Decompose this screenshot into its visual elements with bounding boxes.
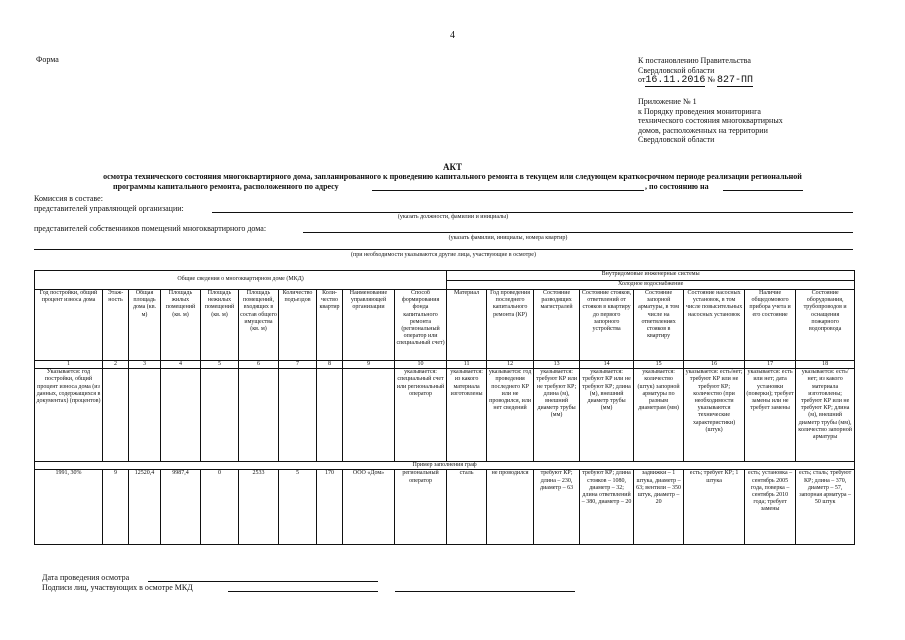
column-number: 15 xyxy=(634,361,684,369)
others-hint: (при необходимости указываются другие лица, участвующие в осмотре) xyxy=(351,252,536,258)
commission-label: Комиссия в составе: xyxy=(34,194,103,203)
column-header: Площадь жилых помещений (кв. м) xyxy=(161,290,201,361)
act-subtitle-line1: осмотра технического состояния многоквартирного дома, запланированного к проведению капитального ремонта в текущем или следующем краткосрочном периоде реализации региональной xyxy=(103,172,802,181)
appendix-line: Свердловской области xyxy=(638,135,715,145)
act-title: АКТ xyxy=(442,162,463,172)
description-cell: указывается: количество (штук) запорной арматуры по разным диаметрам (мм) xyxy=(634,369,684,462)
column-number: 14 xyxy=(580,361,634,369)
description-cell: указывается: есть/нет; требуют КР или не требуют КР; количество (при необходимости указываются технические характеристики) (штук) xyxy=(684,369,745,462)
group-systems-header: Внутридомовые инженерные системы xyxy=(447,271,855,281)
description-cell: Указывается: год постройки, общий процент износа дома (из данных, содержащихся в документах) (процентов) xyxy=(35,369,103,462)
column-number: 1 xyxy=(35,361,103,369)
appendix-block xyxy=(638,97,783,145)
example-cell: не проводился xyxy=(487,470,534,545)
example-cell: 12520,4 xyxy=(129,470,161,545)
resolution-date-row xyxy=(638,75,753,87)
column-header: Наличие общедомового прибора учета и его состояние xyxy=(745,290,796,361)
appendix-line: технического состояния многоквартирных xyxy=(638,116,783,126)
description-cell xyxy=(343,369,395,462)
example-cell: есть; сталь; требуют КР; длина – 370, диаметр – 57, запорная арматура – 50 штук xyxy=(796,470,855,545)
description-cell xyxy=(279,369,317,462)
column-header: Материал xyxy=(447,290,487,361)
owners-blank xyxy=(303,232,853,233)
group-water-header: Холодное водоснабжение xyxy=(447,281,855,290)
appendix-title: Приложение № 1 xyxy=(638,97,697,106)
example-cell: требуют КР; длина – 230, диаметр – 63 xyxy=(534,470,580,545)
column-number: 9 xyxy=(343,361,395,369)
resolution-line1: К постановлению Правительства xyxy=(638,56,751,65)
column-number: 11 xyxy=(447,361,487,369)
example-cell: 170 xyxy=(317,470,343,545)
address-blank xyxy=(372,190,644,191)
management-label: представителей управляющей организации: xyxy=(34,204,184,213)
management-blank xyxy=(212,212,853,213)
signature-blank xyxy=(395,591,575,592)
example-cell: требуют КР; длина стояков – 1080, диаметр – 32; длина ответвлений – 380, диаметр – 20 xyxy=(580,470,634,545)
number-prefix: № xyxy=(707,75,716,85)
column-header: Площадь нежилых помещений (кв. м) xyxy=(201,290,239,361)
resolution-block xyxy=(638,56,753,87)
example-cell: задвижки – 1 штука, диаметр – 63; вентили – 350 штук, диаметр – 20 xyxy=(634,470,684,545)
column-number: 5 xyxy=(201,361,239,369)
inspection-table xyxy=(34,270,855,545)
column-header: Год проведения последнего капитального ремонта (КР) xyxy=(487,290,534,361)
signature-blank xyxy=(228,591,378,592)
example-cell: есть; требует КР; 1 штука xyxy=(684,470,745,545)
signatures-label: Подписи лиц, участвующих в осмотре МКД xyxy=(42,583,193,592)
example-cell: есть; установка – сентябрь 2005 года, поверка – сентябрь 2010 года; требует замены xyxy=(745,470,796,545)
inspection-date-label: Дата проведения осмотра xyxy=(42,573,130,582)
column-number: 17 xyxy=(745,361,796,369)
example-cell: 5 xyxy=(279,470,317,545)
example-cell: ООО «Дом» xyxy=(343,470,395,545)
description-cell: указывается: есть или нет; дата установки (поверки); требует замены или не требует замены xyxy=(745,369,796,462)
example-label: Пример заполнения граф xyxy=(35,462,855,470)
column-header: Состояние стояков, ответвлений от стояков в квартиру до первого запорного устройства xyxy=(580,290,634,361)
column-header: Состояние насосных установок, в том числе повысительных насосных установок xyxy=(684,290,745,361)
column-number: 7 xyxy=(279,361,317,369)
column-header: Площадь помещений, входящих в состав общего имущества (кв. м) xyxy=(239,290,279,361)
column-header: Количество подъездов xyxy=(279,290,317,361)
appendix-line: к Порядку проведения мониторинга xyxy=(638,106,761,116)
resolution-date: 16.11.2016 xyxy=(645,75,706,87)
example-cell: 9 xyxy=(103,470,129,545)
example-cell: сталь xyxy=(447,470,487,545)
column-number: 3 xyxy=(129,361,161,369)
column-number: 2 xyxy=(103,361,129,369)
description-cell xyxy=(161,369,201,462)
example-cell: 0 xyxy=(201,470,239,545)
form-label: Форма xyxy=(36,55,59,64)
page-number: 4 xyxy=(450,30,455,41)
description-cell: указывается: требуют КР или не требуют КР; длина (м), внешний диаметр трубы (мм) xyxy=(580,369,634,462)
group-general-header: Общие сведения о многоквартирном доме (МКД) xyxy=(35,271,447,290)
resolution-line2: Свердловской области xyxy=(638,65,715,75)
column-number: 10 xyxy=(395,361,447,369)
column-number: 4 xyxy=(161,361,201,369)
appendix-line: домов, расположенных на территории xyxy=(638,125,768,135)
example-cell: 2533 xyxy=(239,470,279,545)
column-header: Год постройки, общий процент износа дома xyxy=(35,290,103,361)
act-subtitle-date-label: , по состоянию на xyxy=(645,182,709,191)
description-cell xyxy=(201,369,239,462)
column-header: Коли-чество квартир xyxy=(317,290,343,361)
column-number: 16 xyxy=(684,361,745,369)
column-header: Наименование управляющей организации xyxy=(343,290,395,361)
column-header: Состояние оборудования, трубопроводов и оснащения пожарного водопровода xyxy=(796,290,855,361)
date-prefix: от xyxy=(638,75,646,85)
date-blank xyxy=(723,190,803,191)
example-cell: региональный оператор xyxy=(395,470,447,545)
column-number: 12 xyxy=(487,361,534,369)
description-cell xyxy=(129,369,161,462)
description-cell: указывается: есть/нет; из какого материала изготовлены; требуют КР или не требуют КР; длина (м), внешний диаметр трубы (мм), количество запорной арматуры xyxy=(796,369,855,462)
description-cell: указывается: требуют КР или не требуют КР; длина (м), внешний диаметр трубы (мм) xyxy=(534,369,580,462)
column-number: 6 xyxy=(239,361,279,369)
column-number: 8 xyxy=(317,361,343,369)
column-header: Состояние запорной арматуры, в том числе на ответвлениях стояков в квартиру xyxy=(634,290,684,361)
column-number: 18 xyxy=(796,361,855,369)
example-cell: 1991, 30% xyxy=(35,470,103,545)
description-cell: указывается: специальный счет или региональный оператор xyxy=(395,369,447,462)
owners-label: представителей собственников помещений многоквартирного дома: xyxy=(34,224,267,233)
inspection-date-blank xyxy=(148,581,378,582)
column-number: 13 xyxy=(534,361,580,369)
description-cell xyxy=(317,369,343,462)
column-header: Состояние разводящих магистралей xyxy=(534,290,580,361)
column-header: Общая площадь дома (кв. м) xyxy=(129,290,161,361)
example-cell: 9987,4 xyxy=(161,470,201,545)
column-header: Способ формирования фонда капитального ремонта (региональный оператор или специальный счет) xyxy=(395,290,447,361)
owners-hint: (указать фамилии, инициалы, номера квартир) xyxy=(448,235,568,241)
description-cell: указывается: год проведения последнего КР или не проводился, или нет сведений xyxy=(487,369,534,462)
column-header: Этаж-ность xyxy=(103,290,129,361)
description-cell xyxy=(239,369,279,462)
management-hint: (указать должности, фамилии и инициалы) xyxy=(397,214,509,220)
description-cell xyxy=(103,369,129,462)
description-cell: указывается: из какого материала изготовлены xyxy=(447,369,487,462)
others-blank xyxy=(34,249,853,250)
resolution-number: 827-ПП xyxy=(717,75,754,87)
act-subtitle-address-label: программы капитального ремонта, расположенного по адресу xyxy=(113,182,339,191)
